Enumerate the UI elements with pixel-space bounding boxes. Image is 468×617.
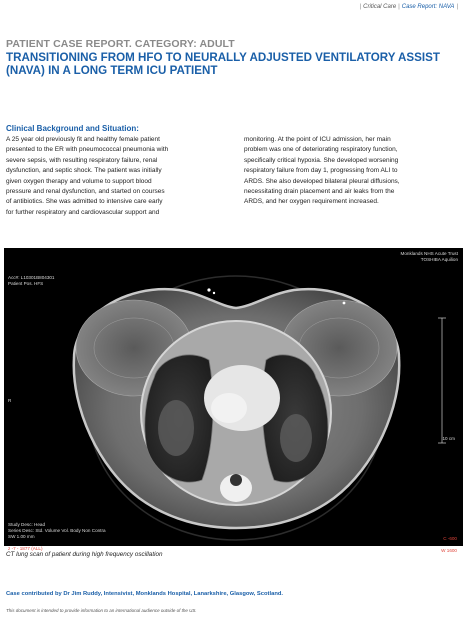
- ct-study-info: [8, 516, 106, 552]
- report-category: PATIENT CASE REPORT. CATEGORY: ADULT: [6, 38, 235, 50]
- ct-scan-image: [4, 248, 463, 553]
- breadcrumb-separator: |: [456, 4, 458, 10]
- disclaimer: This document is intended to provide information to an international audience outside of the US.: [6, 608, 197, 613]
- breadcrumb-link[interactable]: Case Report: NAVA: [401, 4, 455, 10]
- ct-scan-graphic: [4, 248, 463, 546]
- breadcrumb-separator: |: [398, 4, 400, 10]
- contributor-credit: Case contributed by Dr Jim Ruddy, Intensivist, Monklands Hospital, Lanarkshire, Glasgow, Scotland.: [6, 591, 284, 597]
- ct-window-width: W 1600: [441, 548, 457, 553]
- image-caption: CT lung scan of patient during high frequency oscillation: [6, 551, 163, 558]
- ct-window-center: C -600: [443, 536, 457, 541]
- breadcrumb: [358, 4, 460, 10]
- section-heading: Clinical Background and Situation:: [6, 124, 139, 133]
- breadcrumb-separator: |: [359, 4, 362, 10]
- ct-window-info: [441, 530, 457, 554]
- ct-scale-label: 10 cm: [442, 436, 455, 441]
- report-title: TRANSITIONING FROM HFO TO NEURALLY ADJUSTED VENTILATORY ASSIST (NAVA) IN A LONG TERM ICU PATIENT: [6, 51, 440, 77]
- ct-slice-info: z -7 - 1877 (ALL): [8, 546, 43, 551]
- ct-study-lines: Study Desc: Head Series Desc: Std. Volume Vol. Body Non Contra SW 1.00 mm: [8, 522, 106, 539]
- body-text-left: A 25 year old previously fit and healthy female patient presented to the ER with pneumococcal pneumonia with severe sepsis, with resulting respiratory failure, renal dysfunction, and septic shock. The patient was initially given oxygen therapy and volume to support blood pressure and renal dysfunction, and started on courses of antibiotics. She was admitted to intensive care early for further respiratory and cardiovascular support and: [6, 136, 169, 216]
- body-text-right: monitoring. At the point of ICU admission, her main problem was one of deteriorating respiratory function, specifically critical hypoxia. She developed worsening respiratory failure from day 1, progressing from ALI to ARDS. She also developed bilateral pleural diffusions, necessitating drain placement and air leaks from the ARDS, and her oxygen requirement increased.: [244, 136, 400, 206]
- ct-orientation-marker: R: [8, 398, 12, 403]
- ct-patient-info: Acc#: L10301B804301 Patient Pos. HFS: [8, 275, 55, 286]
- ct-header-label: Monklands NHS Acute Trust TOSHIBA Aquilion: [400, 251, 458, 262]
- breadcrumb-section: Critical Care: [363, 4, 397, 10]
